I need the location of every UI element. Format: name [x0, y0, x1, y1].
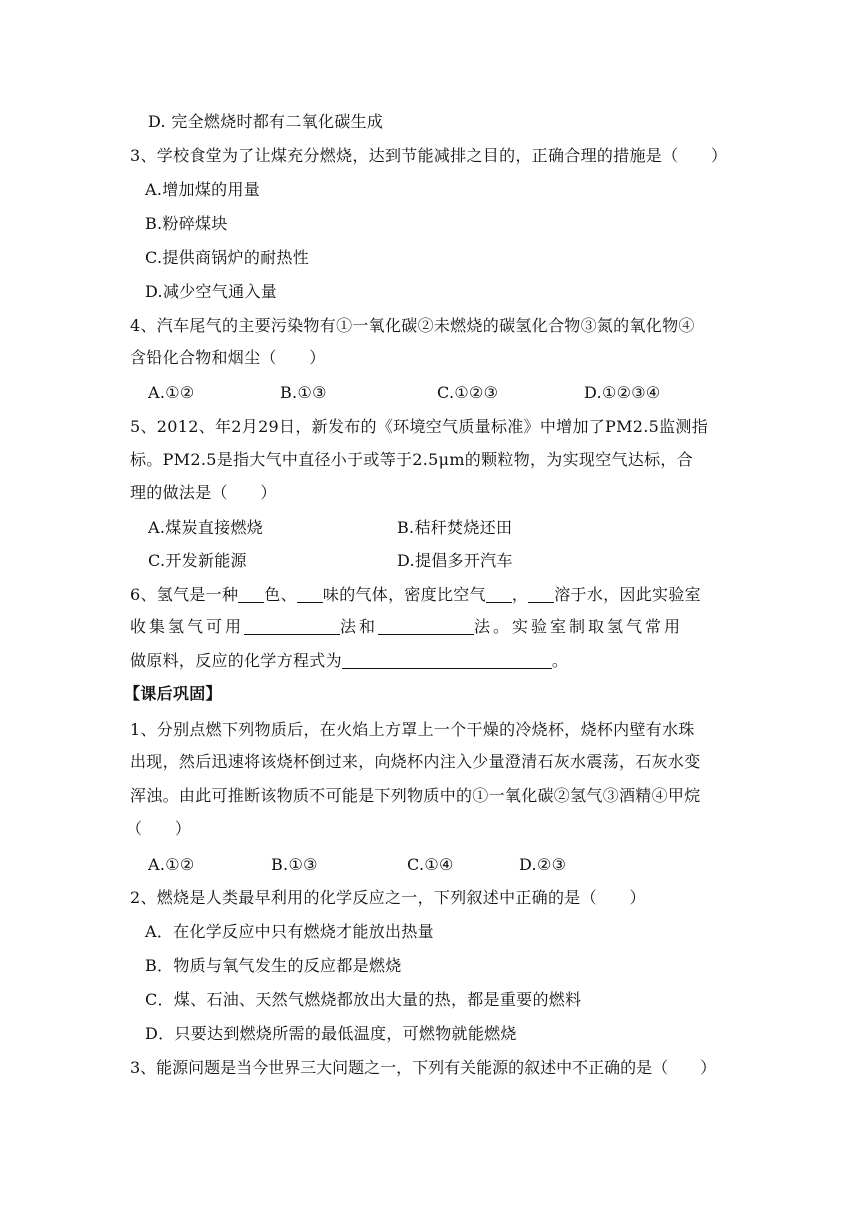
- post-q1-option-d: D.②③: [519, 855, 567, 874]
- q5-option-c: C.开发新能源: [148, 551, 247, 570]
- post-q2-option-d: D．只要达到燃烧所需的最低温度，可燃物就能燃烧: [145, 1024, 517, 1043]
- question-3-text: 3、学校食堂为了让煤充分燃烧，达到节能减排之目的，正确合理的措施是（ ）: [130, 146, 728, 165]
- question-4-text: 4、汽车尾气的主要污染物有①一氧化碳②未燃烧的碳氢化合物③氮的氧化物④: [130, 316, 695, 335]
- post-question-1-text-cont1: 出现，然后迅速将该烧杯倒过来，向烧杯内注入少量澄清石灰水震荡，石灰水变: [130, 752, 701, 771]
- blank-collect-method-1[interactable]: [244, 618, 340, 635]
- q4-option-c: C.①②③: [437, 383, 499, 402]
- blank-collect-method-2[interactable]: [378, 618, 474, 635]
- post-question-1-text-cont2: 浑浊。由此可推断该物质不可能是下列物质中的①一氧化碳②氢气③酒精④甲烷: [130, 786, 701, 805]
- blank-equation[interactable]: [342, 652, 552, 669]
- post-q1-option-b: B.①③: [271, 855, 318, 874]
- question-6-text-cont2: 做原料，反应的化学方程式为 。: [130, 651, 569, 670]
- post-question-3-text: 3、能源问题是当今世界三大问题之一，下列有关能源的叙述中不正确的是（ ）: [130, 1058, 717, 1077]
- post-q2-option-b: B．物质与氧气发生的反应都是燃烧: [145, 956, 402, 975]
- q3-option-a: A.增加煤的用量: [145, 180, 261, 199]
- blank-smell[interactable]: [297, 586, 323, 603]
- q4-option-d: D.①②③④: [584, 383, 661, 402]
- q5-option-d: D.提倡多开汽车: [397, 551, 513, 570]
- q5-options-row-1: [0, 518, 860, 538]
- section-heading: 【课后巩固】: [124, 684, 222, 703]
- q5-options-row-2: [0, 551, 860, 571]
- question-5-text-cont2: 理的做法是（ ）: [130, 483, 277, 502]
- q4-option-b: B.①③: [280, 383, 327, 402]
- q3-option-c: C.提供商锅炉的耐热性: [145, 248, 310, 267]
- post-q2-option-c: C．煤、石油、天然气燃烧都放出大量的热，都是重要的燃料: [145, 990, 582, 1009]
- blank-color[interactable]: [238, 586, 264, 603]
- question-4-text-cont: 含铅化合物和烟尘（ ）: [130, 348, 326, 367]
- q3-option-b: B.粉碎煤块: [145, 214, 228, 233]
- blank-density[interactable]: [486, 586, 512, 603]
- q5-option-b: B.秸秆焚烧还田: [397, 518, 513, 537]
- post-question-1-text: 1、分别点燃下列物质后，在火焰上方罩上一个干燥的冷烧杯，烧杯内壁有水珠: [130, 720, 695, 739]
- q3-option-d: D.减少空气通入量: [145, 282, 278, 301]
- post-q1-option-c: C.①④: [407, 855, 454, 874]
- option-d-complete-combustion: D. 完全燃烧时都有二氧化碳生成: [148, 112, 384, 131]
- question-5-text: 5、2012、年2月29日，新发布的《环境空气质量标准》中增加了PM2.5监测指: [130, 417, 709, 436]
- question-5-text-cont1: 标。PM2.5是指大气中直径小于或等于2.5μm的颗粒物，为实现空气达标，合: [130, 450, 694, 469]
- post-q1-option-a: A.①②: [148, 855, 195, 874]
- post-q2-option-a: A．在化学反应中只有燃烧才能放出热量: [145, 922, 434, 941]
- q5-option-a: A.煤炭直接燃烧: [148, 518, 264, 537]
- q4-options-row: [0, 383, 860, 403]
- post-question-2-text: 2、燃烧是人类最早利用的化学反应之一，下列叙述中正确的是（ ）: [130, 888, 646, 907]
- blank-solubility[interactable]: [528, 586, 554, 603]
- post-question-1-paren: （ ）: [126, 819, 192, 838]
- question-6-text-cont1: 收集氢气可用 法和 法。实验室制取氢气常用: [130, 617, 684, 636]
- q4-option-a: A.①②: [148, 383, 195, 402]
- question-6-text: 6、氢气是一种 色、 味的气体，密度比空气 ， 溶于水，因此实验室: [130, 585, 701, 604]
- post-q1-options-row: [0, 855, 860, 875]
